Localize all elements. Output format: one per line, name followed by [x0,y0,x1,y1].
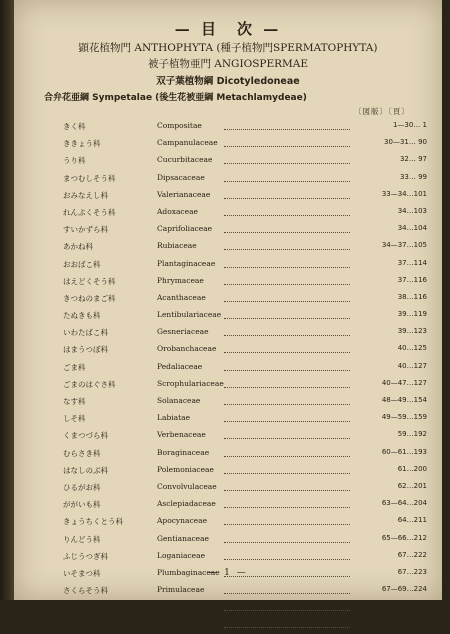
family-japanese-name: まつむしそう科 [63,173,116,183]
family-japanese-name: れんぷくそう科 [63,207,116,217]
family-latin-name: Plumbaginaceae [157,567,220,577]
plate-and-page-numbers: 33—34…101 [381,189,427,198]
plate-and-page-numbers: 60—61…193 [381,447,427,456]
family-latin-name: Apocynaceae [157,516,208,526]
toc-entry [14,616,442,633]
dot-leader [224,523,350,525]
family-latin-name: Campanulaceae [157,138,218,148]
dot-leader [224,541,350,543]
family-japanese-name: ひるがお科 [63,482,101,492]
toc-entry [14,599,442,616]
toc-title: — 目 次 — [174,20,282,38]
plate-and-page-numbers: 59…192 [397,430,427,439]
plate-and-page-numbers: 67—69…224 [381,585,427,594]
toc-entry [14,496,442,513]
family-latin-name: Lentibulariaceae [157,310,222,320]
family-latin-name: Gentianaceae [157,533,209,543]
family-latin-name: Loganiaceae [157,550,206,560]
family-latin-name: Asclepiadaceae [157,499,216,509]
family-japanese-name: むらさき科 [63,448,101,458]
plate-and-page-numbers: 63—64…204 [381,499,427,508]
plate-and-page-numbers: 38…116 [397,292,427,301]
dot-leader [224,351,350,353]
toc-entry [14,359,442,376]
toc-page [14,0,442,630]
family-japanese-name: ききょう科 [63,139,101,149]
toc-entry [14,290,442,307]
family-japanese-name: はまうつぼ科 [63,345,108,355]
family-japanese-name: ごま科 [63,362,86,372]
dot-leader [224,437,350,439]
plate-and-page-numbers: 40…125 [397,344,427,353]
toc-entry [14,118,442,135]
family-latin-name: Primulaceae [157,585,205,595]
family-latin-name: Convolvulaceae [157,481,217,491]
dot-leader [224,180,350,182]
plate-and-page-numbers: 34…103 [397,206,427,215]
plate-and-page-numbers: 67…222 [397,550,427,559]
family-japanese-name: さくらそう科 [63,586,108,596]
toc-entry [14,513,442,530]
family-latin-name: Phrymaceae [157,275,204,285]
family-japanese-name: すいかずら科 [63,225,108,235]
family-japanese-name: しそ科 [63,414,86,424]
toc-entry [14,393,442,410]
family-japanese-name: おみなえし科 [63,190,108,200]
toc-entry [14,221,442,238]
toc-entry [14,238,442,255]
dot-leader [224,128,350,130]
plate-and-page-numbers: 40…127 [397,361,427,370]
dot-leader [224,369,350,371]
dot-leader [224,300,350,302]
family-japanese-name: きつねのまご科 [63,293,116,303]
toc-entry [14,445,442,462]
family-japanese-name: おおばこ科 [63,259,101,269]
plate-and-page-numbers: 49—59…159 [381,413,427,422]
page-number: — 1 — [208,568,248,578]
family-latin-name: Acanthaceae [157,292,206,302]
dot-leader [224,558,350,560]
family-japanese-name: くまつづら科 [63,431,108,441]
family-latin-name: Pedaliaceae [157,361,203,371]
plate-and-page-numbers: 33… 99 [399,172,427,181]
family-japanese-name: いちやくそう科 [63,603,116,613]
dot-leader [224,231,350,233]
family-japanese-name: いわたばこ科 [63,328,108,338]
dot-leader [224,386,350,388]
toc-entry [14,307,442,324]
plate-and-page-numbers: 37…114 [397,258,427,267]
family-latin-name: Compositae [157,121,202,130]
plate-and-page-numbers: 39…123 [397,327,427,336]
division-heading: 顕花植物門 ANTHOPHYTA (種子植物門SPERMATOPHYTA) [78,42,378,54]
dot-leader [224,266,350,268]
toc-entry [14,376,442,393]
family-japanese-name: はえどくそう科 [63,276,116,286]
toc-entry [14,427,442,444]
dot-leader [224,455,350,457]
toc-entry [14,479,442,496]
plate-and-page-numbers: 61…200 [397,464,427,473]
plate-and-page-numbers: 39…119 [397,310,427,319]
plate-and-page-numbers: 37…116 [397,275,427,284]
family-latin-name: Diapensiaceae [157,619,213,629]
subdivision-heading: 被子植物亜門 ANGIOSPERMAE [147,58,309,70]
dot-leader [224,197,350,199]
dot-leader [224,592,350,594]
plate-and-page-numbers: 40—47…127 [381,378,427,387]
family-latin-name: Caprifoliaceae [157,224,213,234]
family-latin-name: Polemoniaceae [157,464,214,474]
family-latin-name: Valerianaceae [157,189,211,199]
dot-leader [224,403,350,405]
family-latin-name: Verbenaceae [157,430,206,440]
plate-and-page-numbers: 34—37…105 [381,241,427,250]
dot-leader [224,145,350,147]
dot-leader [224,283,350,285]
toc-entry [14,531,442,548]
subclass-heading: 合弁花亜綱 Sympetalae (後生花被亜綱 Metachlamydeae) [44,93,307,103]
toc-entry [14,152,442,169]
toc-entry [14,462,442,479]
toc-entry [14,187,442,204]
toc-entry [14,170,442,187]
dot-leader [224,472,350,474]
toc-entry [14,548,442,565]
family-japanese-name: ごまのはぐさ科 [63,379,116,389]
toc-entry [14,582,442,599]
plate-and-page-numbers: 62…201 [397,481,427,490]
column-header: 〔図版〕〔頁〕 [354,107,410,116]
family-latin-name: Orobanchaceae [157,344,217,354]
toc-entry [14,273,442,290]
family-japanese-name: なす科 [63,397,86,406]
family-latin-name: Cucurbitaceae [157,155,213,165]
dot-leader [224,214,350,216]
toc-entry [14,256,442,273]
family-latin-name: Scrophulariaceae [157,378,224,388]
family-japanese-name: きく科 [63,122,86,131]
plate-and-page-numbers: 48—49…154 [381,396,427,404]
family-japanese-name: きょうちくとう科 [63,517,123,527]
family-japanese-name: ふじうつぎ科 [63,551,108,561]
family-japanese-name: うり科 [63,156,86,166]
family-latin-name: Rubiaceae [157,241,197,251]
family-latin-name: Adoxaceae [157,206,198,216]
family-japanese-name: たぬきも科 [63,311,101,321]
dot-leader [224,609,350,611]
toc-entry [14,204,442,221]
dot-leader [224,317,350,319]
toc-entry [14,135,442,152]
family-japanese-name: あかね科 [63,242,93,252]
class-heading: 双子葉植物綱 Dicotyledoneae [156,76,300,87]
family-latin-name: Gesneriaceae [157,327,209,337]
plate-and-page-numbers: 67…223 [397,567,427,576]
plate-and-page-numbers: 70…234 [397,602,427,611]
plate-and-page-numbers: 34…104 [397,224,427,233]
dot-leader [224,489,350,491]
toc-entries-list [14,118,442,634]
family-japanese-name: はなしのぶ科 [63,465,108,475]
dot-leader [224,420,350,422]
family-japanese-name: ががいも科 [63,500,101,510]
plate-and-page-numbers: 64…211 [397,516,427,525]
plate-and-page-numbers: 30—31… 90 [384,138,427,147]
family-latin-name: Pirolaceae [157,602,197,612]
dot-leader [224,162,350,164]
family-latin-name: Plantaginaceae [157,258,216,268]
family-latin-name: Solanaceae [157,396,201,405]
toc-entry [14,324,442,341]
dot-leader [224,248,350,250]
plate-and-page-numbers: 32… 97 [399,155,427,164]
plate-and-page-numbers: 1—30… 1 [392,121,427,129]
family-japanese-name: いそまつ科 [63,568,101,578]
family-latin-name: Labiatae [157,413,191,423]
dot-leader [224,626,350,628]
plate-and-page-numbers: 70…239 [397,619,427,628]
family-japanese-name: りんどう科 [63,534,101,544]
toc-entry [14,341,442,358]
plate-and-page-numbers: 65—66…212 [381,533,427,542]
dot-leader [224,334,350,336]
toc-entry [14,410,442,427]
dot-leader [224,506,350,508]
family-japanese-name: いわうめ科 [63,620,101,630]
book-spine-shadow [0,0,14,600]
family-latin-name: Boraginaceae [157,447,210,457]
family-latin-name: Dipsacaceae [157,172,205,182]
